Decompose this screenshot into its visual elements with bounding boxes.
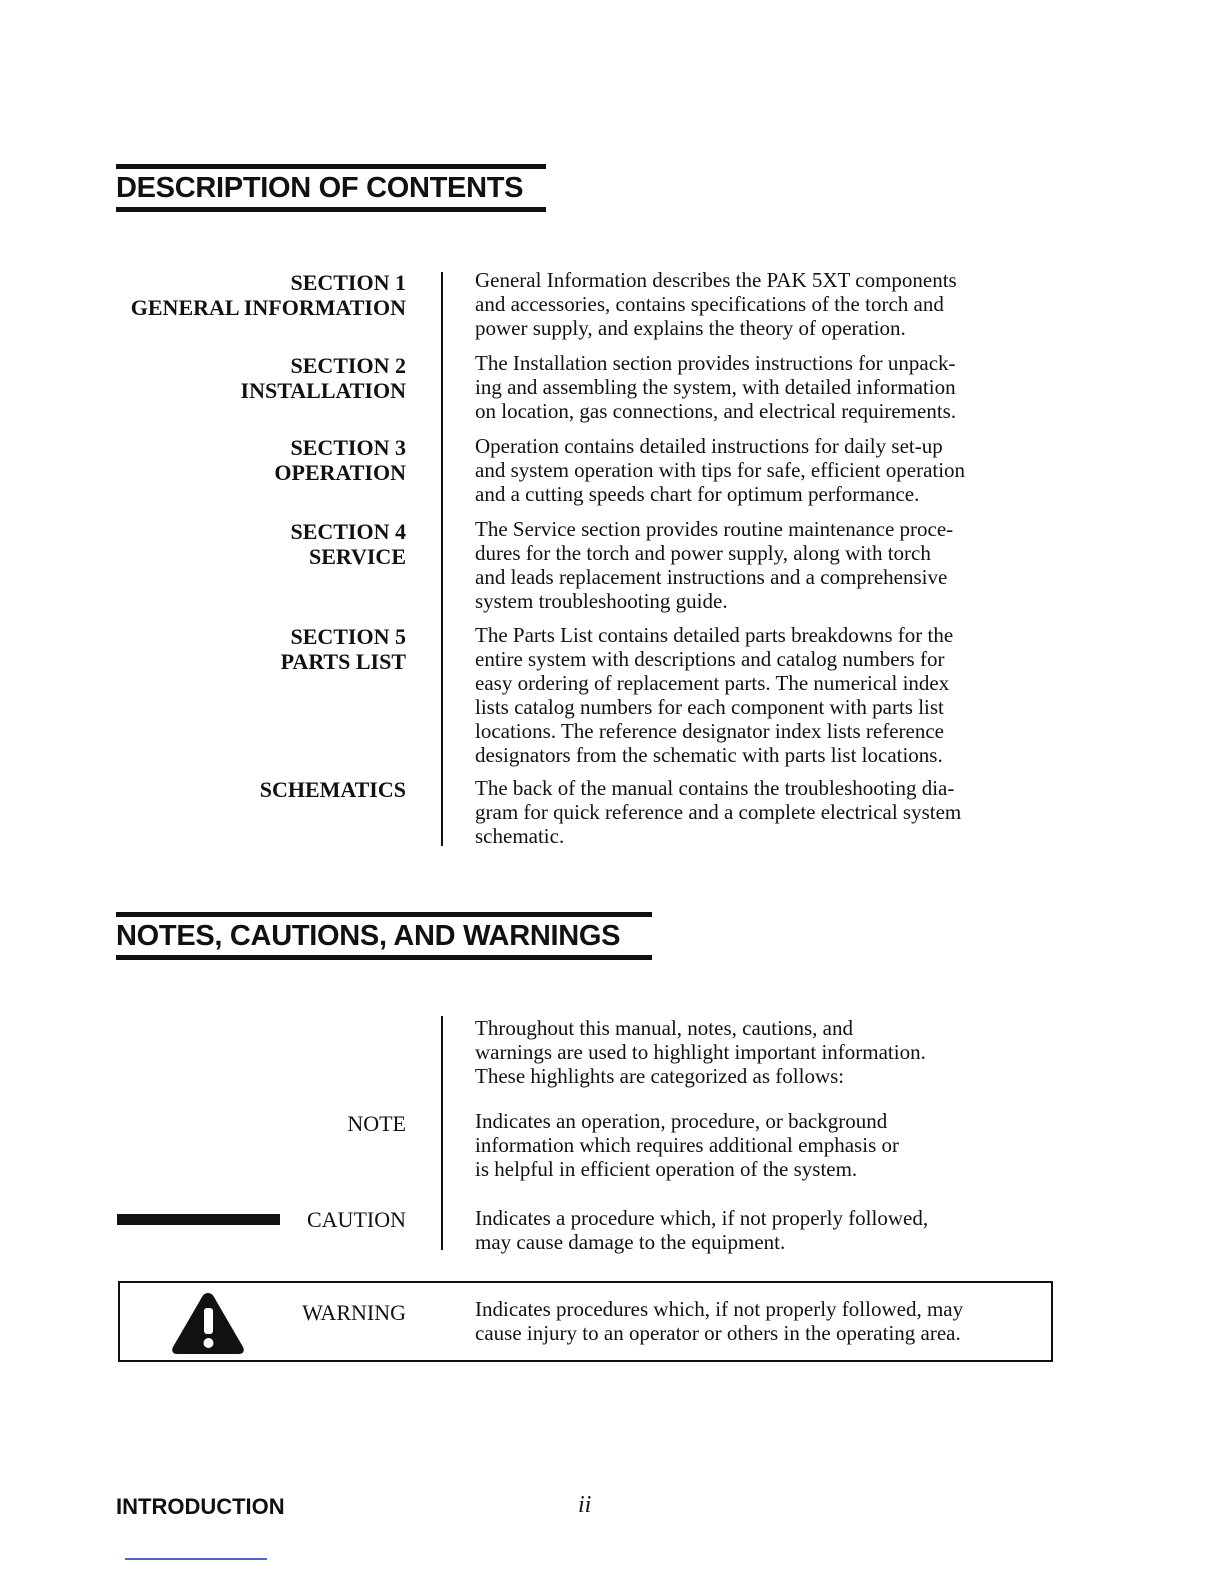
text-line: and system operation with tips for safe, efficient operation <box>475 458 966 482</box>
section-5-title: PARTS LIST <box>280 649 406 674</box>
text-line: and a cutting speeds chart for optimum performance. <box>475 482 920 506</box>
section-5-number: SECTION 5 <box>290 624 406 649</box>
section-1-number: SECTION 1 <box>290 270 406 295</box>
text-line: locations. The reference designator index lists reference <box>475 719 944 743</box>
text-line: on location, gas connections, and electrical requirements. <box>475 399 957 423</box>
text-line: gram for quick reference and a complete electrical system <box>475 800 962 824</box>
text-line: General Information describes the PAK 5XT components <box>475 268 957 292</box>
section-3-number: SECTION 3 <box>290 435 406 460</box>
section-5-description <box>475 623 1055 767</box>
schematics-label <box>260 777 406 802</box>
section-1-label <box>131 270 406 320</box>
contents-divider <box>441 272 443 846</box>
section-1-title: GENERAL INFORMATION <box>130 295 406 320</box>
section-3-description <box>475 434 1055 506</box>
text-line: and leads replacement instructions and a comprehensive <box>475 565 948 589</box>
text-line: These highlights are categorized as follows: <box>475 1064 845 1088</box>
text-line: easy ordering of replacement parts. The numerical index <box>475 671 950 695</box>
text-line: information which requires additional emphasis or <box>475 1133 899 1157</box>
text-line: system troubleshooting guide. <box>475 589 728 613</box>
text-line: may cause damage to the equipment. <box>475 1230 786 1254</box>
notes-intro <box>475 1016 1055 1088</box>
text-line: Operation contains detailed instructions for daily set-up <box>475 434 943 458</box>
caution-label: CAUTION <box>307 1207 406 1232</box>
text-line: Indicates an operation, procedure, or background <box>475 1109 888 1133</box>
section-2-label <box>241 353 406 403</box>
section-1-description <box>475 268 1055 340</box>
contents-heading: DESCRIPTION OF CONTENTS <box>116 164 546 212</box>
text-line: The back of the manual contains the troubleshooting dia- <box>475 776 955 800</box>
section-2-description <box>475 351 1055 423</box>
text-line: Indicates a procedure which, if not properly followed, <box>475 1206 929 1230</box>
scan-artifact-line <box>125 1558 267 1560</box>
text-line: power supply, and explains the theory of operation. <box>475 316 906 340</box>
notes-divider <box>441 1016 443 1250</box>
section-3-title: OPERATION <box>274 460 406 485</box>
text-line: ing and assembling the system, with detailed information <box>475 375 956 399</box>
section-4-number: SECTION 4 <box>290 519 406 544</box>
text-line: cause injury to an operator or others in the operating area. <box>475 1321 961 1345</box>
text-line: entire system with descriptions and catalog numbers for <box>475 647 945 671</box>
text-line: lists catalog numbers for each component with parts list <box>475 695 944 719</box>
section-4-description <box>475 517 1055 613</box>
text-line: warnings are used to highlight important information. <box>475 1040 926 1064</box>
notes-heading: NOTES, CAUTIONS, AND WARNINGS <box>116 912 652 960</box>
text-line: and accessories, contains specifications of the torch and <box>475 292 944 316</box>
warning-description <box>475 1297 1050 1345</box>
text-line: The Parts List contains detailed parts breakdowns for the <box>475 623 954 647</box>
note-label: NOTE <box>347 1111 406 1136</box>
caution-bar-icon <box>117 1214 280 1225</box>
section-3-label <box>274 435 406 485</box>
section-2-title: INSTALLATION <box>240 378 406 403</box>
section-5-label <box>281 624 406 674</box>
text-line: The Service section provides routine maintenance proce- <box>475 517 954 541</box>
schematics-title: SCHEMATICS <box>259 777 406 802</box>
footer-section-title: INTRODUCTION <box>116 1494 285 1519</box>
section-4-label <box>290 519 406 569</box>
text-line: is helpful in efficient operation of the system. <box>475 1157 858 1181</box>
text-line: designators from the schematic with parts list locations. <box>475 743 943 767</box>
note-description <box>475 1109 1055 1181</box>
text-line: schematic. <box>475 824 565 848</box>
warning-label: WARNING <box>302 1300 406 1325</box>
section-4-title: SERVICE <box>308 544 406 569</box>
text-line: Throughout this manual, notes, cautions, and <box>475 1016 853 1040</box>
section-2-number: SECTION 2 <box>290 353 406 378</box>
page-number: ii <box>578 1492 592 1518</box>
schematics-description <box>475 776 1055 848</box>
warning-triangle-icon <box>170 1290 246 1356</box>
text-line: dures for the torch and power supply, along with torch <box>475 541 931 565</box>
text-line: The Installation section provides instructions for unpack- <box>475 351 956 375</box>
text-line: Indicates procedures which, if not properly followed, may <box>475 1297 964 1321</box>
caution-description <box>475 1206 1055 1254</box>
